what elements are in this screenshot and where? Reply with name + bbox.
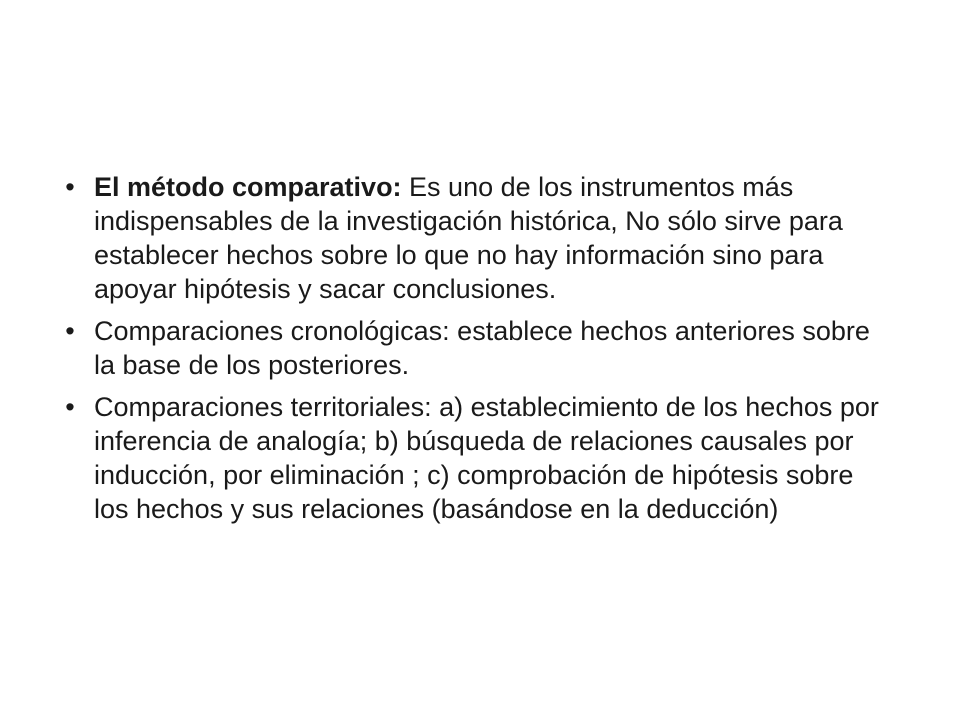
bullet-item-comparaciones-territoriales [60, 390, 880, 526]
bullet-list [60, 170, 880, 526]
bullet-lead-text: El método comparativo: [94, 172, 402, 202]
bullet-text: Comparaciones cronológicas: establece hechos anteriores sobre la base de los posteriores. [94, 316, 870, 380]
bullet-text: Es uno de los instrumentos más indispensables de la investigación histórica, No sólo sirve para establecer hechos sobre lo que no hay información sino para apoyar hipótesis y sacar conclusiones. [94, 172, 843, 304]
bullet-item-metodo-comparativo [60, 170, 880, 306]
bullet-item-comparaciones-cronologicas [60, 314, 880, 382]
bullet-text: Comparaciones territoriales: a) establecimiento de los hechos por inferencia de analogía; b) búsqueda de relaciones causales por inducción, por eliminación ; c) comprobación de hipótesis sobre los hechos y sus relaciones (basándose en la deducción) [94, 392, 879, 524]
slide-body [60, 170, 880, 534]
bullet-icon: • [65, 172, 75, 202]
bullet-icon: • [65, 316, 75, 346]
bullet-icon: • [65, 392, 75, 422]
